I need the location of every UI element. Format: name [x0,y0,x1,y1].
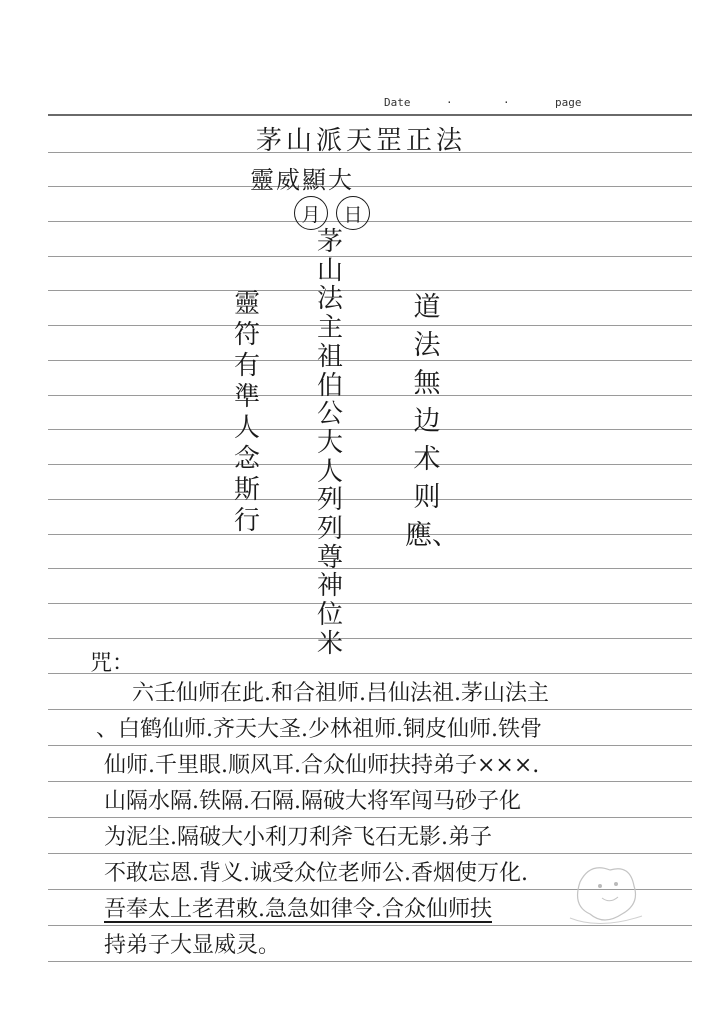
moon-sun-marks [294,196,370,230]
right-inscription-text: 道法無边术则應 [405,292,441,551]
header-separator: · [503,96,510,109]
ruled-line [48,673,692,674]
ruled-line [48,221,692,222]
incantation-label: 咒： [90,651,135,676]
ruled-line [48,360,692,361]
incantation-line: 持弟子大显威灵。 [104,933,281,958]
center-vertical-inscription: 茅山法主祖伯公大人列列尊神位米 [316,227,343,659]
subtitle: 靈威顯大 [250,166,354,194]
incantation-line: 不敢忘恩.背义.诚受众位老师公.香烟使万化. [104,861,528,886]
header-rule [48,114,692,116]
incantation-line: 山隔水隔.铁隔.石隔.隔破大将军闯马砂子化 [104,789,521,814]
ruled-line [48,256,692,257]
header-separator: · [446,96,453,109]
right-inscription-mark: 、 [432,520,459,551]
page-title: 茅山派天罡正法 [255,126,466,156]
faint-sketch-icon [560,852,650,932]
ruled-line [48,499,692,500]
date-label: Date [384,96,411,109]
incantation-line: 六壬仙师在此.和合祖师.吕仙法祖.茅山法主 [132,681,549,706]
ruled-line [48,290,692,291]
ruled-line [48,638,692,639]
ruled-line [48,186,692,187]
ruled-line [48,429,692,430]
incantation-line: 、白鹤仙师.齐天大圣.少林祖师.铜皮仙师.铁骨 [96,717,542,742]
ruled-line [48,464,692,465]
page-label: page [555,96,582,109]
ruled-line [48,568,692,569]
sun-mark: 日 [336,196,370,230]
ruled-line [48,603,692,604]
incantation-line: 仙师.千里眼.顺风耳.合众仙师扶持弟子×××. [104,753,540,778]
ruled-line [48,395,692,396]
ruled-line [48,534,692,535]
left-vertical-inscription: 靈符有準人念斯行 [233,289,260,536]
moon-mark: 月 [294,196,328,230]
incantation-line: 吾奉太上老君敕.急急如律令.合众仙师扶 [104,897,492,922]
ruled-line [48,325,692,326]
incantation-line: 为泥尘.隔破大小利刀利斧飞石无影.弟子 [104,825,492,850]
right-vertical-inscription [405,289,459,555]
